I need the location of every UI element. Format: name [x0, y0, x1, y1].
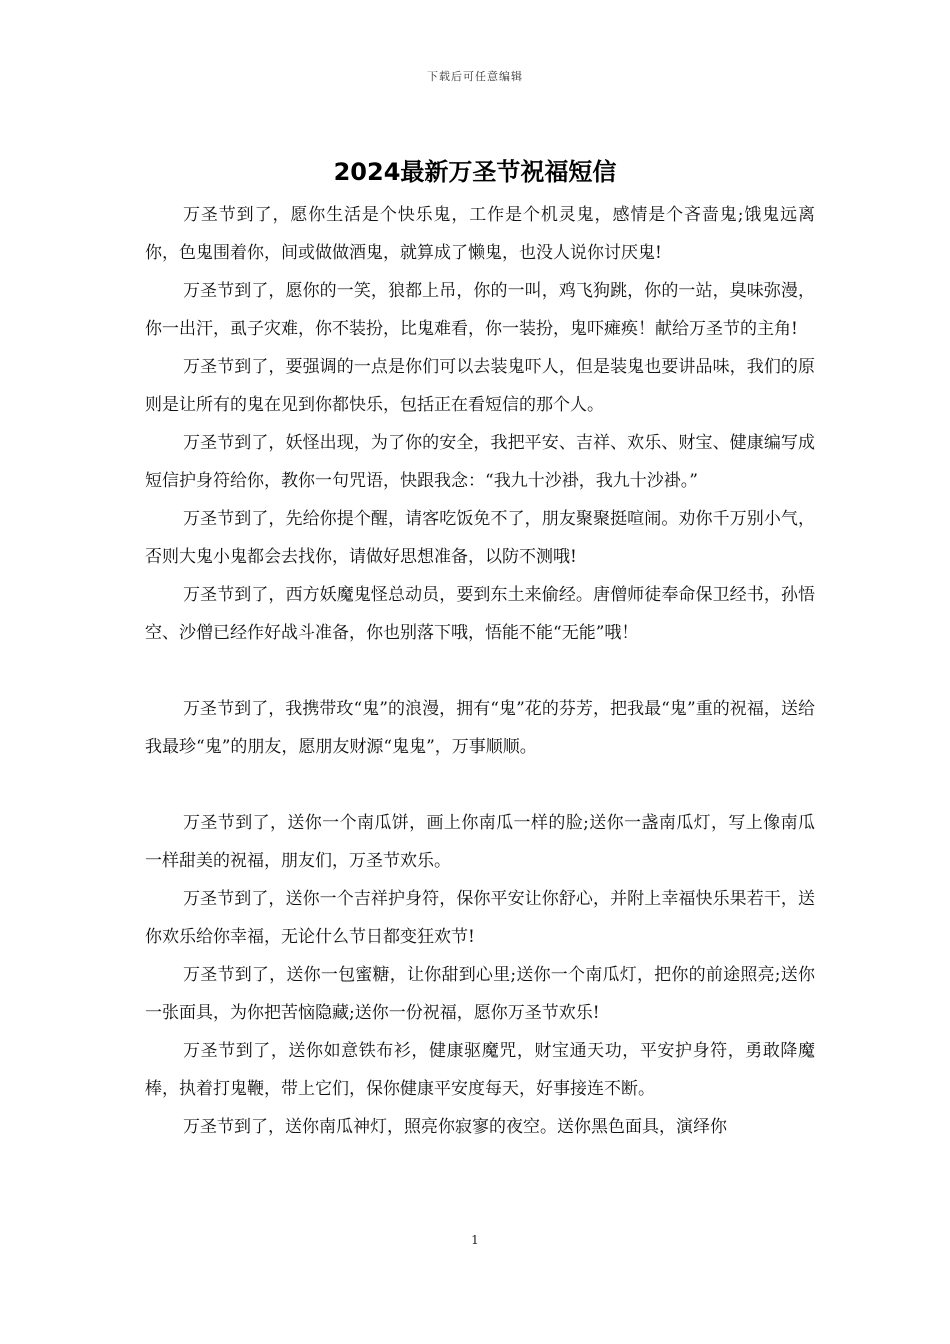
paragraph-8: 万圣节到了，送你一个南瓜饼，画上你南瓜一样的脸;送你一盏南瓜灯，写上像南瓜一样甜美的祝福，朋友们，万圣节欢乐。: [145, 813, 815, 871]
paragraph-5: 万圣节到了，先给你提个醒，请客吃饭免不了，朋友聚聚挺喧闹。劝你千万别小气，否则大鬼小鬼都会去找你，请做好思想准备，以防不测哦!: [145, 509, 815, 567]
paragraph-2: 万圣节到了，愿你的一笑，狼都上吊，你的一叫，鸡飞狗跳，你的一站，臭味弥漫，你一出汗，虱子灾难，你不装扮，比鬼难看，你一装扮，鬼吓瘫痪！献给万圣节的主角!: [145, 281, 815, 339]
paragraph-4: 万圣节到了，妖怪出现，为了你的安全，我把平安、吉祥、欢乐、财宝、健康编写成短信护身符给你，教你一句咒语，快跟我念：“我九十沙褂，我九十沙褂。”: [145, 433, 815, 491]
paragraph-12: 万圣节到了，送你南瓜神灯，照亮你寂寥的夜空。送你黑色面具，演绎你: [183, 1117, 727, 1137]
paragraph-10: 万圣节到了，送你一包蜜糖，让你甜到心里;送你一个南瓜灯，把你的前途照亮;送你一张面具，为你把苦恼隐藏;送你一份祝福，愿你万圣节欢乐!: [145, 965, 815, 1023]
document-title: 2024最新万圣节祝福短信: [333, 158, 617, 186]
paragraph-1: 万圣节到了，愿你生活是个快乐鬼，工作是个机灵鬼，感情是个吝啬鬼;饿鬼远离你，色鬼围着你，间或做做酒鬼，就算成了懒鬼，也没人说你讨厌鬼!: [145, 205, 815, 263]
document-body: [145, 196, 815, 1146]
paragraph-7: 万圣节到了，我携带玫“鬼”的浪漫，拥有“鬼”花的芬芳，把我最“鬼”重的祝福，送给我最珍“鬼”的朋友，愿朋友财源“鬼鬼”，万事顺顺。: [145, 699, 815, 757]
paragraph-3: 万圣节到了，要强调的一点是你们可以去装鬼吓人，但是装鬼也要讲品味，我们的原则是让所有的鬼在见到你都快乐，包括正在看短信的那个人。: [145, 357, 815, 415]
header-note: 下载后可任意编辑: [427, 70, 523, 83]
paragraph-9: 万圣节到了，送你一个吉祥护身符，保你平安让你舒心，并附上幸福快乐果若干，送你欢乐给你幸福，无论什么节日都变狂欢节!: [145, 889, 815, 947]
page-number: 1: [471, 1233, 479, 1247]
paragraph-11: 万圣节到了，送你如意铁布衫，健康驱魔咒，财宝通天功，平安护身符，勇敢降魔棒，执着打鬼鞭，带上它们，保你健康平安度每天，好事接连不断。: [145, 1041, 815, 1099]
paragraph-6: 万圣节到了，西方妖魔鬼怪总动员，要到东土来偷经。唐僧师徒奉命保卫经书，孙悟空、沙僧已经作好战斗准备，你也别落下哦，悟能不能“无能”哦！: [145, 585, 815, 643]
